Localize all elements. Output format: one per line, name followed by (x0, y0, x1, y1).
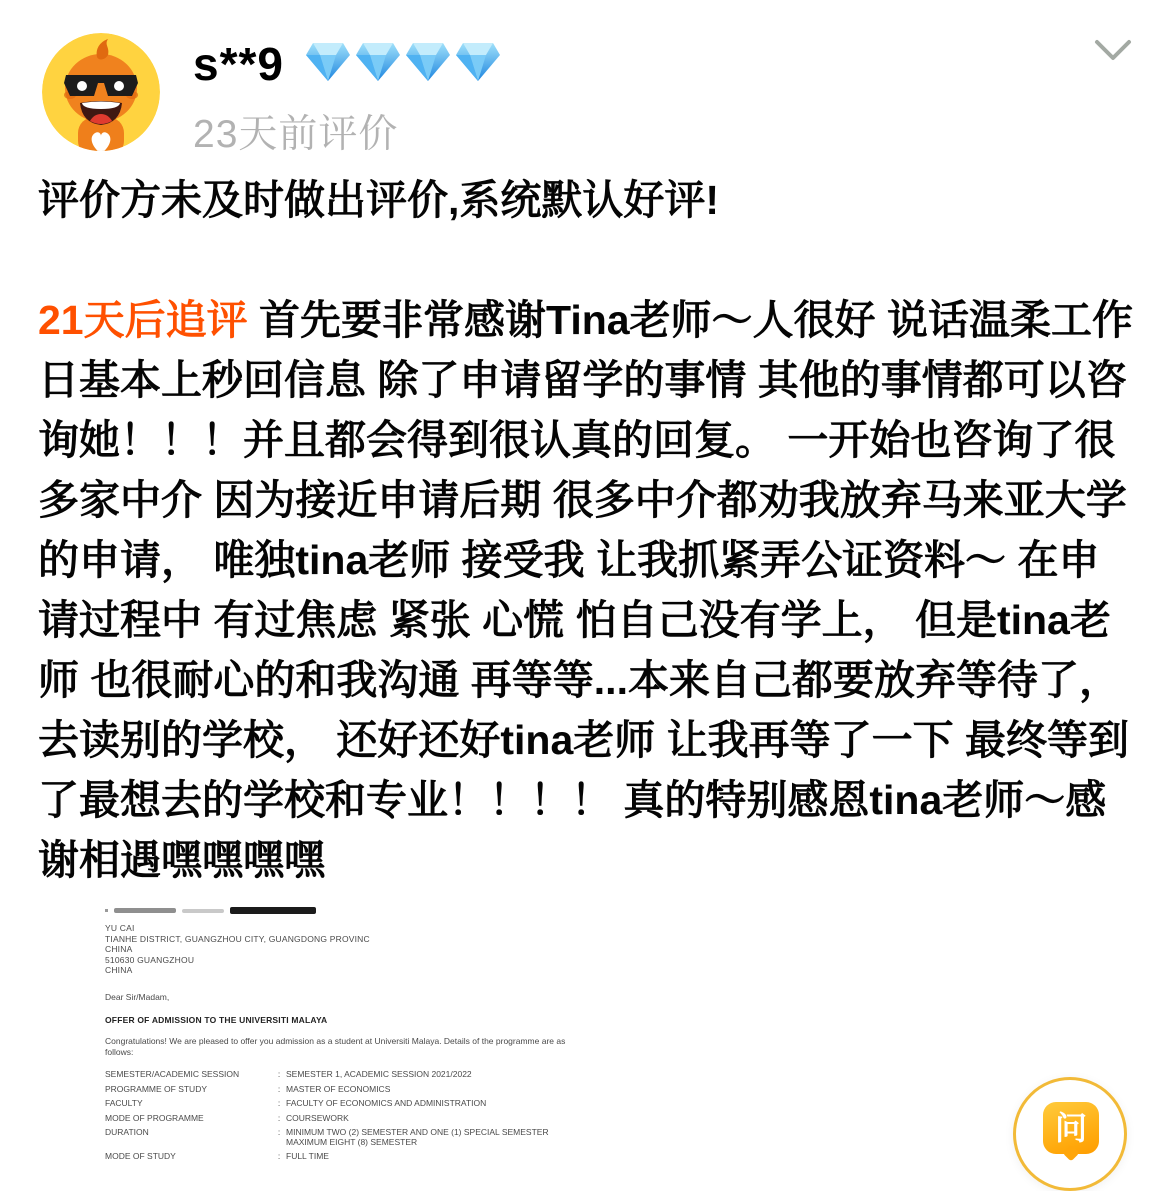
review-photo-admission-letter[interactable] (100, 903, 740, 1170)
address-line: TIANHE DISTRICT, GUANGZHOU CITY, GUANGDONG PROVINC (105, 933, 370, 944)
followup-review (38, 290, 1134, 890)
detail-colon: : (277, 1127, 281, 1137)
header-info (193, 33, 502, 159)
username: s**9 (193, 38, 284, 90)
chevron-down-icon[interactable] (1094, 39, 1132, 63)
redaction-bar (230, 907, 316, 914)
table-row (105, 1099, 725, 1109)
redacted-date-line (105, 907, 316, 914)
address-line: CHINA (105, 965, 133, 975)
letter-subject: OFFER OF ADMISSION TO THE UNIVERSITI MALAYA (105, 1015, 328, 1025)
detail-label: FACULTY (105, 1098, 143, 1108)
diamond-icon (354, 40, 402, 84)
review-timestamp: 23天前评价 (193, 113, 399, 156)
detail-label: PROGRAMME OF STUDY (105, 1083, 208, 1094)
letter-details-table (105, 1070, 725, 1167)
detail-label: SEMESTER/ACADEMIC SESSION (105, 1069, 240, 1079)
detail-value: SEMESTER 1, ACADEMIC SESSION 2021/2022 (286, 1069, 472, 1079)
mascot-avatar-icon (42, 33, 160, 151)
detail-colon: : (277, 1151, 281, 1161)
diamond-icon (304, 40, 352, 84)
table-row (105, 1114, 725, 1124)
letter-salutation: Dear Sir/Madam, (105, 992, 170, 1002)
user-level-badges (304, 40, 502, 84)
ask-button-label: 问 (1054, 1110, 1087, 1146)
address-line: CHINA (105, 944, 133, 954)
avatar[interactable] (42, 33, 160, 151)
detail-colon: : (277, 1098, 281, 1108)
followup-text: 首先要非常感谢Tina老师～人很好 说话温柔工作日基本上秒回信息 除了申请留学的事情 其他的事情都可以咨询她！！！并且都会得到很认真的回复。 一开始也咨询了很多家中介 因为接近申请后期 很多中介都劝我放弃马来亚大学的申请， 唯独tina老师 接受我 让我抓紧弄公证资料～ 在申请过程中 有过焦虑 紧张 心慌 怕自己没有学上， 但是tina老师 也很耐心的和我沟通 再等等...本来自己都要放弃等待了， 去读别的学校， 还好还好tina老师 让我再等了一下 最终等到了最想去的学校和专业！！！！ 真的特别感恩tina老师～感谢相遇嘿嘿嘿嘿 (38, 297, 1133, 883)
ask-everyone-button[interactable] (1013, 1077, 1127, 1191)
detail-colon: : (277, 1069, 281, 1079)
detail-label: DURATION (105, 1127, 149, 1137)
letter-address-block (105, 923, 370, 976)
detail-value: MINIMUM TWO (2) SEMESTER AND ONE (1) SPECIAL SEMESTER MAXIMUM EIGHT (8) SEMESTER (286, 1127, 549, 1147)
detail-value: COURSEWORK (286, 1112, 349, 1123)
review-body (38, 170, 1134, 890)
diamond-icon (404, 40, 452, 84)
detail-colon: : (277, 1112, 281, 1123)
detail-colon: : (277, 1083, 281, 1094)
name-row (193, 33, 502, 95)
followup-label: 21天后追评 (38, 297, 248, 343)
diamond-icon (454, 40, 502, 84)
detail-label: MODE OF PROGRAMME (105, 1112, 204, 1123)
table-row (105, 1152, 725, 1162)
detail-value: FULL TIME (286, 1151, 329, 1161)
letter-intro: Congratulations! We are pleased to offer you admission as a student at Universiti Malaya. Details of the programme are as follows: (105, 1036, 566, 1057)
system-default-note: 评价方未及时做出评价,系统默认好评! (38, 177, 720, 223)
redaction-dot (105, 909, 108, 912)
detail-value: MASTER OF ECONOMICS (286, 1083, 391, 1094)
speech-bubble-icon (1043, 1102, 1099, 1154)
table-row (105, 1085, 725, 1095)
table-row (105, 1128, 725, 1147)
detail-value: FACULTY OF ECONOMICS AND ADMINISTRATION (286, 1098, 487, 1108)
redaction-bar (114, 908, 176, 913)
address-line: YU CAI (105, 923, 135, 933)
detail-label: MODE OF STUDY (105, 1151, 176, 1161)
table-row (105, 1070, 725, 1080)
address-line: 510630 GUANGZHOU (105, 954, 195, 965)
redaction-bar (182, 909, 224, 913)
